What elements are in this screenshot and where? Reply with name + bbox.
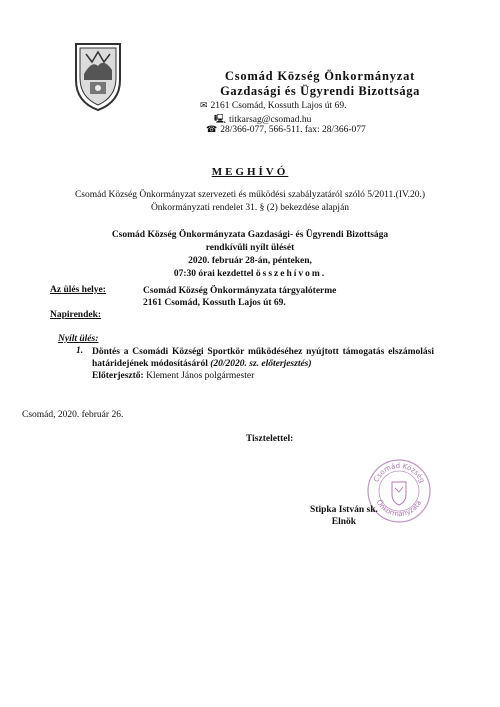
time-prefix: 07:30 órai kezdettel <box>173 269 254 279</box>
presenter-name: Klement János polgármester <box>146 371 255 381</box>
invitation-block <box>20 229 480 281</box>
email-text: titkarsag@csomad.hu <box>229 115 312 125</box>
organization-title: Csomád Község Önkormányzat <box>224 69 416 83</box>
coat-of-arms-logo <box>72 40 124 112</box>
venue-line-2: 2161 Csomád, Kossuth Lajos út 69. <box>143 298 286 308</box>
envelope-icon: ✉ <box>200 100 208 110</box>
telephone-icon: ☎ <box>206 124 218 134</box>
agenda-item-ref: (20/2020. sz. előterjesztés) <box>210 359 312 369</box>
committee-subtitle: Gazdasági és Ügyrendi Bizottsága <box>220 84 420 98</box>
presenter-label: Előterjesztő: <box>92 371 144 381</box>
computer-icon: 🖳 <box>214 114 227 124</box>
address-text: 2161 Csomád, Kossuth Lajos út 69. <box>210 101 347 111</box>
session-date: 2020. február 28-án, pénteken, <box>188 256 312 266</box>
venue-details <box>143 285 336 309</box>
signer-title: Elnök <box>331 517 357 527</box>
signer-name: Stipka István sk. <box>310 505 378 515</box>
agenda-item-number: 1. <box>76 346 84 356</box>
agenda-item <box>92 346 434 382</box>
svg-text:Csomád Község: Csomád Község <box>372 461 427 485</box>
venue-label: Az ülés helye: <box>50 285 106 295</box>
session-type: rendkívüli nyílt ülését <box>205 243 295 253</box>
phone-text: 28/366-077, 566-511. fax: 28/366-077 <box>220 125 366 135</box>
agenda-item-title: Döntés a Csomádi Községi Sportkör működéséhez nyújtott támogatás elszámolási határidejének módosításáról <box>92 347 434 369</box>
open-session-label: Nyílt ülés: <box>58 334 99 344</box>
phone-line <box>206 124 366 135</box>
place-date: Csomád, 2020. február 26. <box>22 410 124 420</box>
agenda-label: Napirendek: <box>50 310 102 320</box>
intro-line-2: Önkormányzati rendelet 31. § (2) bekezdése alapján <box>150 203 350 213</box>
svg-text:Önkormányzata: Önkormányzata <box>374 498 424 519</box>
session-time <box>20 268 480 281</box>
intro-line-1: Csomád Község Önkormányzat szervezeti és működési szabályzatáról szóló 5/2011.(IV.20.) <box>74 190 426 200</box>
document-heading: MEGHÍVÓ <box>211 166 289 178</box>
committee-name: Csomád Község Önkormányzata Gazdasági- és Ügyrendi Bizottsága <box>111 230 389 240</box>
legal-basis <box>20 189 480 215</box>
signature-block <box>310 504 378 528</box>
regards: Tisztelettel: <box>246 434 294 444</box>
convene-word: összehívom. <box>255 269 327 279</box>
address-line <box>200 100 346 111</box>
venue-line-1: Csomád Község Önkormányzata tárgyalóterme <box>143 286 337 296</box>
